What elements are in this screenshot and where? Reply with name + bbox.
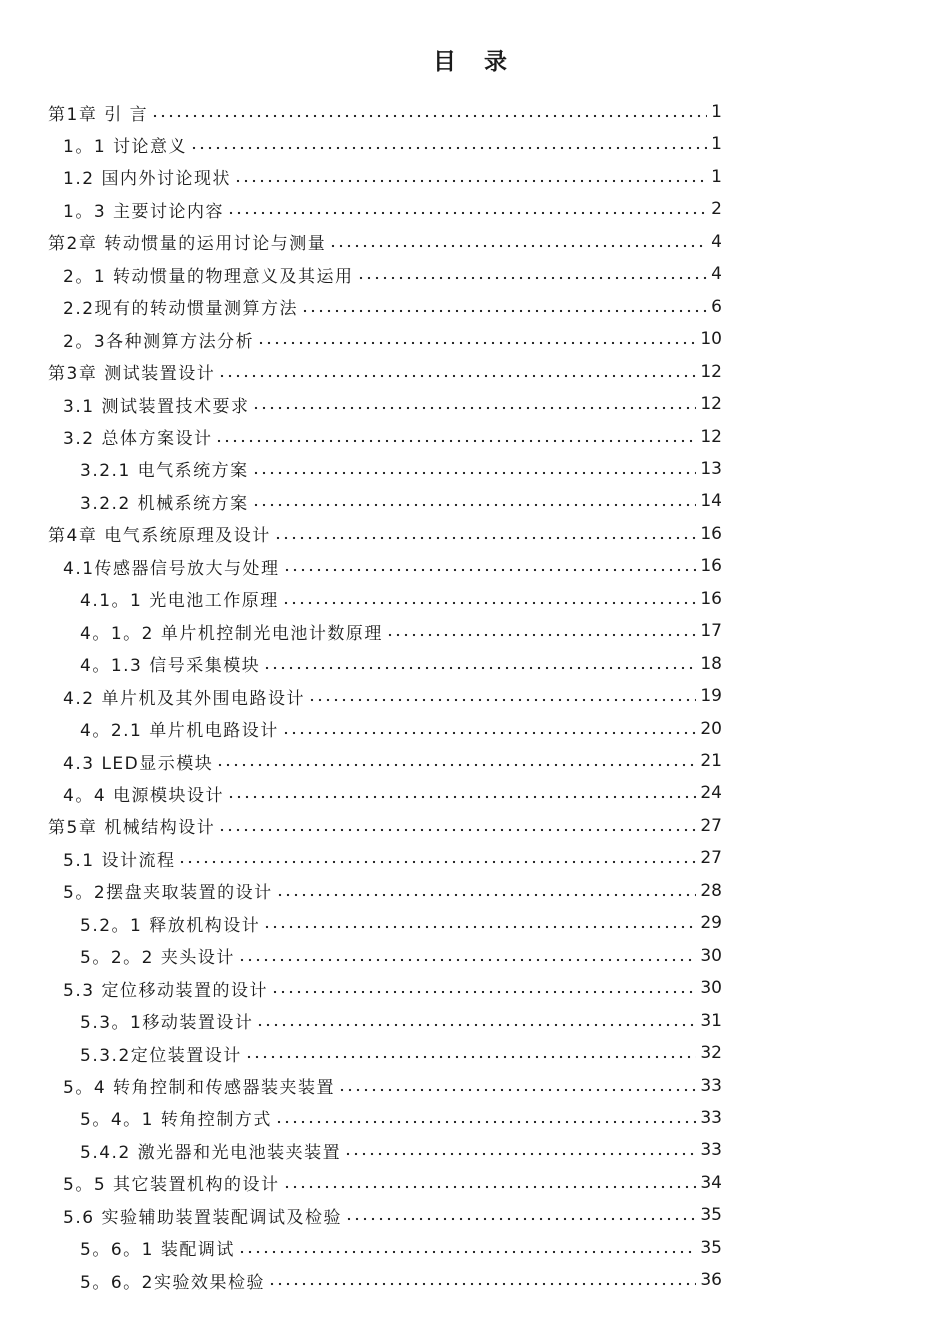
dot-leader: [274, 536, 697, 540]
toc-entry-label: 第5章 机械结构设计: [48, 818, 216, 839]
dot-leader: [283, 1185, 697, 1189]
toc-entry[interactable]: [63, 421, 722, 453]
toc-entry[interactable]: [80, 1102, 722, 1134]
toc-entry-page-number: 1: [711, 102, 722, 122]
toc-entry[interactable]: [63, 1070, 722, 1102]
toc-entry[interactable]: [48, 96, 722, 128]
toc-entry-page-number: 33: [700, 1075, 722, 1096]
dot-leader: [245, 1055, 697, 1059]
toc-entry-page-number: 30: [700, 945, 722, 966]
dot-leader: [338, 1088, 696, 1092]
dot-leader: [227, 211, 707, 215]
toc-entry-label: 3.2.2 机械系统方案: [80, 493, 249, 514]
dot-leader: [257, 341, 696, 345]
toc-entry-label: 5.3 定位移动装置的设计: [63, 980, 268, 1001]
toc-entry-page-number: 12: [700, 394, 722, 415]
toc-entry[interactable]: [63, 842, 722, 874]
dot-leader: [283, 568, 697, 572]
toc-entry[interactable]: [80, 615, 722, 647]
toc-entry-label: 第3章 测试装置设计: [48, 364, 216, 385]
dot-leader: [263, 666, 696, 670]
toc-entry-label: 5.6 实验辅助装置装配调试及检验: [63, 1207, 342, 1228]
toc-entry-label: 5。2。2 夹头设计: [80, 948, 235, 969]
dot-leader: [263, 925, 696, 929]
toc-entry-page-number: 10: [700, 329, 722, 350]
toc-entry[interactable]: [48, 810, 722, 842]
toc-entry-page-number: 31: [700, 1010, 722, 1031]
toc-entry[interactable]: [80, 485, 722, 517]
toc-entry-page-number: 1: [711, 134, 722, 155]
dot-leader: [151, 114, 707, 118]
toc-entry-label: 5。6。2实验效果检验: [80, 1272, 265, 1293]
toc-entry[interactable]: [63, 550, 722, 582]
toc-entry[interactable]: [63, 161, 722, 193]
toc-entry-page-number: 20: [700, 718, 722, 739]
dot-leader: [234, 179, 707, 183]
toc-entry[interactable]: [80, 713, 722, 745]
toc-entry[interactable]: [63, 777, 722, 809]
dot-leader: [252, 471, 697, 475]
toc-entry-page-number: 14: [700, 491, 722, 512]
toc-entry-page-number: 19: [700, 686, 722, 707]
toc-entry-page-number: 30: [700, 978, 722, 999]
toc-entry-label: 第1章 引 言: [48, 104, 149, 125]
toc-entry[interactable]: [63, 291, 722, 323]
toc-entry-page-number: 6: [711, 296, 722, 317]
dot-leader: [357, 276, 708, 280]
dot-leader: [275, 1120, 697, 1124]
toc-entry[interactable]: [80, 1037, 722, 1069]
toc-entry[interactable]: [48, 518, 722, 550]
toc-entry[interactable]: [80, 1005, 722, 1037]
dot-leader: [215, 439, 696, 443]
toc-entry[interactable]: [63, 745, 722, 777]
toc-entry-page-number: 28: [700, 880, 722, 901]
toc-entry[interactable]: [80, 648, 722, 680]
toc-entry[interactable]: [63, 1167, 722, 1199]
toc-entry-page-number: 27: [700, 815, 722, 836]
toc-entry-label: 2.2现有的转动惯量测算方法: [63, 299, 299, 320]
toc-entry-label: 4。4 电源模块设计: [63, 785, 225, 806]
toc-entry-page-number: 12: [700, 426, 722, 447]
dot-leader: [329, 244, 707, 248]
dot-leader: [238, 1250, 697, 1254]
toc-entry-label: 3.2.1 电气系统方案: [80, 461, 249, 482]
toc-entry-page-number: 21: [700, 751, 722, 771]
toc-entry[interactable]: [63, 193, 722, 225]
toc-entry-page-number: 16: [700, 523, 722, 544]
toc-entry[interactable]: [63, 680, 722, 712]
toc-entry[interactable]: [63, 972, 722, 1004]
toc-entry-label: 4。1。2 单片机控制光电池计数原理: [80, 623, 383, 644]
toc-entry[interactable]: [80, 907, 722, 939]
toc-entry-page-number: 12: [700, 361, 722, 382]
toc-entry-label: 4。2.1 单片机电路设计: [80, 721, 279, 742]
toc-entry-label: 4.2 单片机及其外围电路设计: [63, 688, 305, 709]
toc-entry-page-number: 34: [700, 1172, 722, 1193]
toc-entry-page-number: 36: [700, 1270, 722, 1291]
toc-entry-label: 3.2 总体方案设计: [63, 429, 213, 449]
toc-entry-label: 4。1.3 信号采集模块: [80, 656, 261, 677]
toc-entry[interactable]: [63, 128, 722, 160]
dot-leader: [238, 958, 697, 962]
toc-entry-page-number: 4: [711, 264, 722, 285]
dot-leader: [276, 893, 697, 897]
toc-entry[interactable]: [48, 356, 722, 388]
toc-entry-label: 1。1 讨论意义: [63, 136, 188, 157]
toc-entry-label: 1。3 主要讨论内容: [63, 201, 225, 222]
dot-leader: [252, 406, 696, 410]
dot-leader: [268, 1282, 696, 1286]
toc-entry-label: 4.3 LED显示模块: [63, 753, 214, 774]
toc-entry-label: 5。6。1 装配调试: [80, 1240, 235, 1261]
dot-leader: [190, 146, 707, 150]
toc-entry-label: 2。1 转动惯量的物理意义及其运用: [63, 266, 354, 287]
toc-entry-page-number: 33: [700, 1140, 722, 1161]
dot-leader: [216, 763, 696, 767]
toc-entry-label: 5。4 转角控制和传感器装夹装置: [63, 1078, 336, 1098]
toc-entry-label: 5.3.2定位装置设计: [80, 1045, 242, 1066]
dot-leader: [344, 1152, 696, 1156]
toc-entry-label: 2。3各种测算方法分析: [63, 331, 255, 352]
toc-entry-page-number: 29: [700, 913, 722, 934]
toc-entry[interactable]: [63, 875, 722, 907]
toc-entry-page-number: 18: [700, 653, 722, 674]
toc-entry-page-number: 4: [711, 231, 722, 252]
toc-entry-label: 5.1 设计流程: [63, 850, 176, 871]
toc-entry-page-number: 2: [711, 199, 722, 220]
toc-entry[interactable]: [63, 1199, 722, 1231]
dot-leader: [256, 1023, 696, 1027]
toc-entry-label: 1.2 国内外讨论现状: [63, 169, 231, 190]
toc-entry-label: 5.4.2 激光器和光电池装夹装置: [80, 1142, 342, 1163]
toc-entry-page-number: 35: [700, 1237, 722, 1258]
dot-leader: [252, 503, 697, 507]
toc-entry-page-number: 16: [700, 588, 722, 609]
dot-leader: [282, 601, 697, 605]
dot-leader: [282, 731, 697, 735]
toc-entry[interactable]: [80, 583, 722, 615]
toc-entry[interactable]: [63, 323, 722, 355]
toc-entry-page-number: 16: [700, 556, 722, 577]
toc-entry-page-number: 1: [711, 166, 722, 187]
toc-entry-label: 5。2摆盘夹取装置的设计: [63, 883, 273, 904]
dot-leader: [178, 860, 696, 864]
dot-leader: [218, 828, 696, 832]
dot-leader: [301, 309, 707, 313]
toc-entry-page-number: 27: [700, 848, 722, 869]
dot-leader: [308, 698, 696, 702]
toc-entry-label: 5.3。1移动装置设计: [80, 1013, 254, 1034]
toc-entry[interactable]: [63, 258, 722, 290]
dot-leader: [271, 990, 696, 994]
toc-entry-label: 3.1 测试装置技术要求: [63, 396, 250, 417]
toc-entry-page-number: 13: [700, 458, 722, 479]
toc-entry-label: 5。5 其它装置机构的设计: [63, 1175, 280, 1196]
page-title: 目 录: [432, 49, 517, 75]
dot-leader: [218, 374, 696, 378]
toc-entry-page-number: 33: [700, 1107, 722, 1128]
toc-entry-page-number: 17: [700, 621, 722, 642]
toc-entry-label: 4.1传感器信号放大与处理: [63, 558, 280, 579]
toc-entry-label: 5。4。1 转角控制方式: [80, 1110, 272, 1131]
toc-entry-page-number: 24: [700, 783, 722, 804]
toc-entry-label: 第4章 电气系统原理及设计: [48, 526, 271, 547]
toc-entry[interactable]: [80, 940, 722, 972]
toc-entry-label: 4.1。1 光电池工作原理: [80, 591, 279, 612]
toc-entry[interactable]: [80, 1134, 722, 1166]
toc-entry-page-number: 35: [700, 1205, 722, 1226]
dot-leader: [345, 1217, 696, 1221]
toc-entry[interactable]: [80, 1264, 722, 1296]
dot-leader: [386, 633, 697, 637]
toc-entry[interactable]: [48, 226, 722, 258]
dot-leader: [227, 795, 696, 799]
toc-entry[interactable]: [80, 453, 722, 485]
toc-entry[interactable]: [80, 1232, 722, 1264]
toc-entry-page-number: 32: [700, 1043, 722, 1064]
toc-entry[interactable]: [63, 388, 722, 420]
toc-entry-label: 第2章 转动惯量的运用讨论与测量: [48, 234, 327, 255]
toc-entry-label: 5.2。1 释放机构设计: [80, 915, 261, 936]
